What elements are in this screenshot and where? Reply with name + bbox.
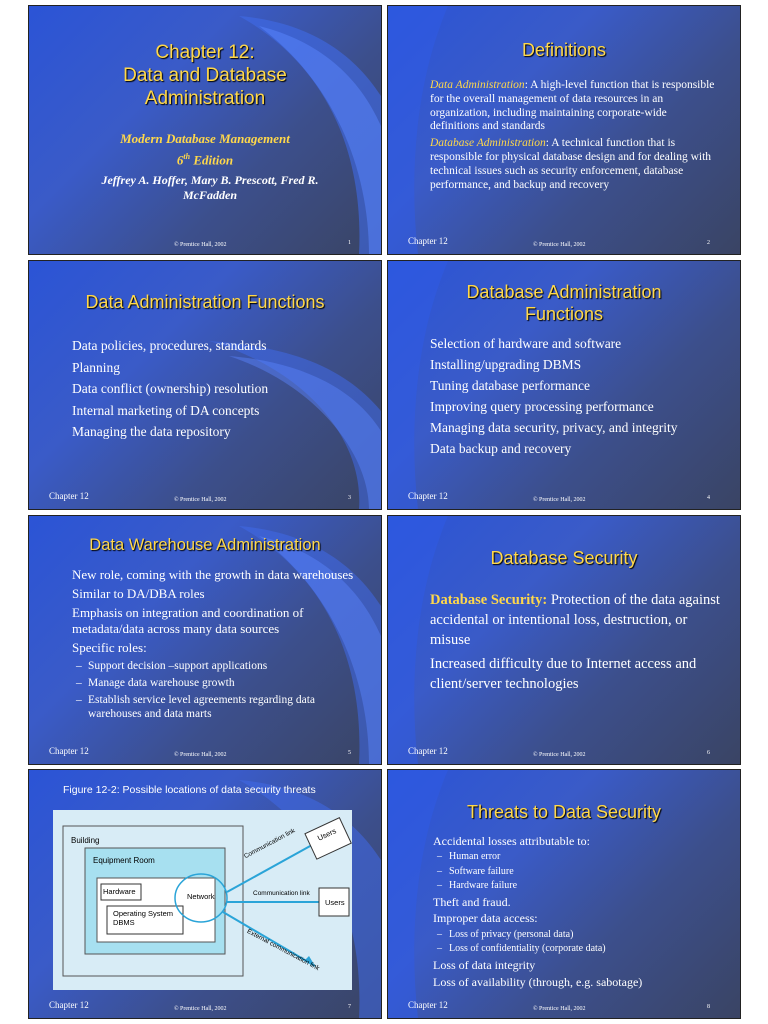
list-item: New role, coming with the growth in data warehouses (72, 567, 354, 582)
label-os-dbms: Operating System DBMS (113, 909, 174, 927)
chapter-label: Chapter 12 (408, 746, 448, 756)
slide-2 (387, 5, 741, 255)
slide-number: 5 (348, 750, 351, 756)
security-definition: Database Security: Protection of the data against accidental or intentional loss, destruction, or misuse (430, 592, 720, 648)
chapter-label: Chapter 12 (408, 491, 448, 501)
dba-functions-list (430, 335, 720, 458)
slide-number: 8 (707, 1004, 710, 1010)
list-item: Installing/upgrading DBMS (430, 357, 582, 372)
authors: Jeffrey A. Hoffer, Mary B. Prescott, Fred R. McFadden (101, 173, 319, 202)
threats-list (433, 834, 726, 989)
slide-6 (387, 515, 741, 765)
label-users-1: Users (316, 826, 338, 843)
chapter-label: Chapter 12 (408, 1000, 448, 1010)
figure-caption: Figure 12-2: Possible locations of data security threats (63, 784, 316, 796)
label-building: Building (71, 836, 100, 845)
list-item: Accidental losses attributable to: (433, 834, 590, 848)
list-item: Specific roles: (72, 640, 147, 655)
list-item: Planning (72, 359, 121, 375)
sub-item: – Human error (433, 850, 726, 864)
list-item: Improving query processing performance (430, 399, 654, 414)
slide-number: 7 (348, 1004, 351, 1010)
list-item: Loss of availability (through, e.g. sabotage) (433, 974, 643, 989)
chapter-label: Chapter 12 (49, 746, 89, 756)
definition-dba: Database Administration: A technical function that is responsible for physical database design and for dealing with technical issues such as security enforcement, database performance, and backup and recovery (430, 137, 712, 191)
edition: 6th Edition (176, 152, 234, 168)
list-item: Data conflict (ownership) resolution (72, 381, 269, 396)
list-item: Loss of data integrity (433, 958, 536, 973)
list-item: Selection of hardware and software (430, 336, 622, 351)
sub-item: – Support decision –support applications (72, 659, 355, 673)
slide-2-title: Definitions (521, 40, 607, 60)
slide-1 (28, 5, 382, 255)
definitions-body (430, 79, 716, 192)
sub-item: – Software failure (433, 865, 726, 879)
label-equipment-room: Equipment Room (93, 856, 155, 865)
label-users-2: Users (325, 898, 345, 907)
label-hardware: Hardware (103, 887, 136, 896)
list-item: Similar to DA/DBA roles (72, 586, 205, 601)
dw-admin-list (72, 567, 355, 721)
label-communication-link-1: Communication link (243, 827, 297, 861)
chapter-label: Chapter 12 (408, 236, 448, 246)
label-communication-link-2: Communication link (253, 890, 310, 897)
chapter-label: Chapter 12 (49, 491, 89, 501)
list-item: Managing data security, privacy, and integrity (430, 420, 678, 435)
sub-item: – Manage data warehouse growth (72, 676, 355, 690)
security-body (430, 590, 722, 694)
sub-item: – Loss of confidentiality (corporate data) (433, 942, 726, 956)
list-item: Emphasis on integration and coordination of metadata/data across many data sources (72, 605, 304, 636)
sub-item: – Establish service level agreements regarding data warehouses and data marts (72, 693, 355, 721)
list-item: Data backup and recovery (430, 441, 572, 456)
slide-7 (28, 769, 382, 1019)
copyright: © Prentice Hall, 2002 (174, 1006, 227, 1012)
list-item: Data policies, procedures, standards (72, 338, 267, 353)
list-item: Improper data access: (433, 911, 538, 926)
list-item: Tuning database performance (430, 378, 590, 393)
list-item: Internal marketing of DA concepts (72, 402, 260, 418)
slide-8 (387, 769, 741, 1019)
slide-number: 2 (707, 240, 710, 246)
security-threats-diagram (53, 810, 352, 990)
definition-da: Data Administration: A high-level function that is responsible for the overall management of data resources in an organization, including maintaining corporate-wide definitions and standards (430, 79, 715, 133)
slide-number: 3 (348, 495, 351, 501)
slide-number: 4 (707, 495, 710, 501)
sub-item: – Loss of privacy (personal data) (433, 928, 726, 942)
list-item: Theft and fraud. (433, 895, 511, 910)
security-difficulty: Increased difficulty due to Internet access and client/server technologies (430, 656, 697, 692)
slide-4-title: Database Administration Functions (466, 282, 662, 324)
slide-number: 6 (707, 750, 710, 756)
slide-5 (28, 515, 382, 765)
da-functions-list (72, 335, 268, 443)
copyright: © Prentice Hall, 2002 (533, 752, 586, 758)
copyright: © Prentice Hall, 2002 (533, 242, 586, 248)
book-title: Modern Database Management (120, 131, 290, 146)
slide-4 (387, 260, 741, 510)
copyright: © Prentice Hall, 2002 (533, 1006, 586, 1012)
label-network: Network (187, 892, 215, 901)
slide-3 (28, 260, 382, 510)
slide-6-title: Database Security (490, 548, 638, 568)
copyright: © Prentice Hall, 2002 (174, 497, 227, 503)
sub-item: – Hardware failure (433, 879, 726, 893)
slide-5-title: Data Warehouse Administration (89, 536, 321, 554)
copyright: © Prentice Hall, 2002 (174, 752, 227, 758)
chapter-label: Chapter 12 (49, 1000, 89, 1010)
list-item: Managing the data repository (72, 424, 231, 439)
slide-1-title: Chapter 12: Data and Database Administration (123, 42, 287, 109)
label-external-link: External communication link (245, 928, 321, 973)
slide-3-title: Data Administration Functions (85, 292, 325, 312)
copyright: © Prentice Hall, 2002 (174, 242, 227, 248)
slide-number: 1 (348, 240, 351, 246)
slide-8-title: Threats to Data Security (466, 802, 662, 822)
copyright: © Prentice Hall, 2002 (533, 497, 586, 503)
